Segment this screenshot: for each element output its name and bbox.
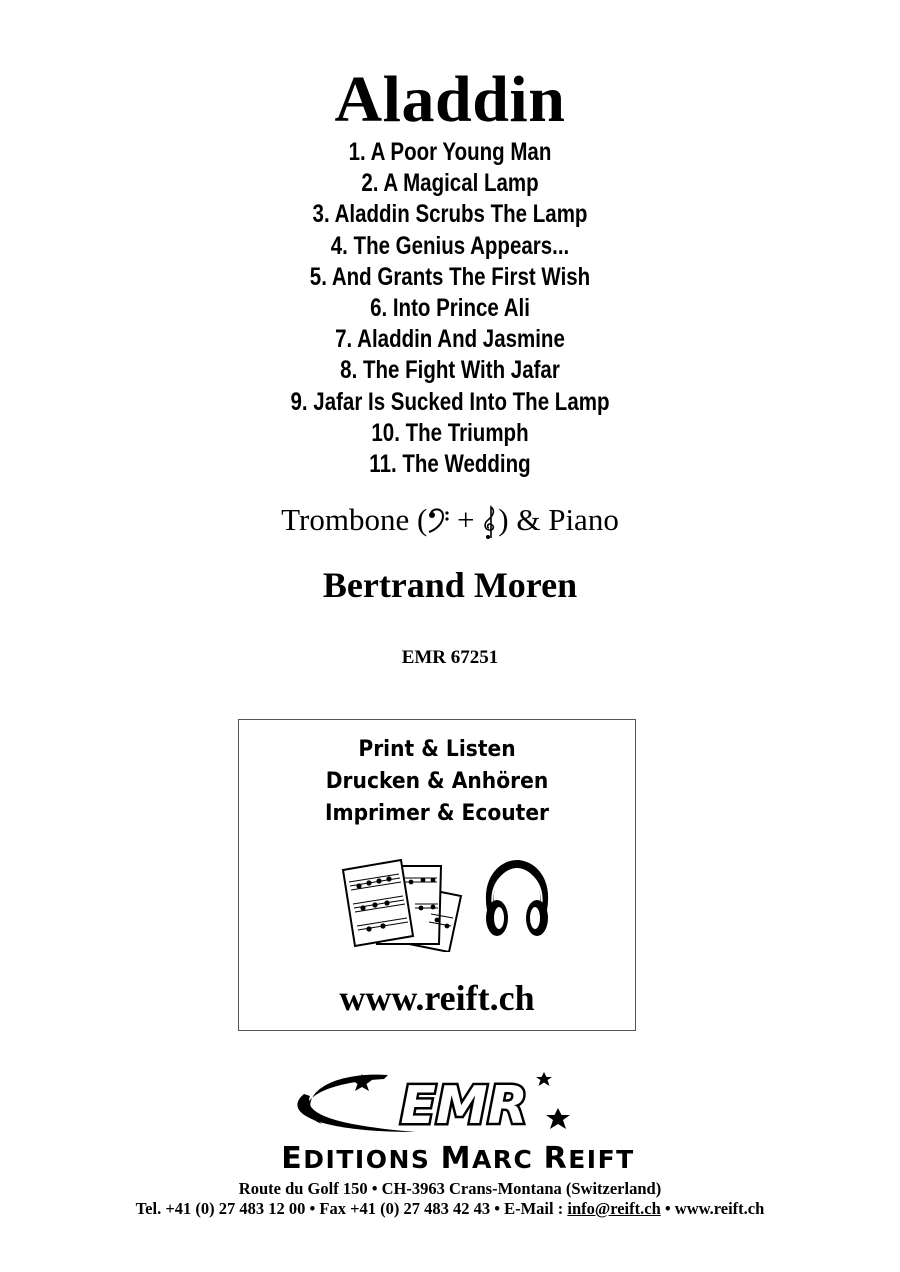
movement-item: 3. Aladdin Scrubs The Lamp [312, 200, 588, 229]
contact-website: • www.reift.ch [660, 1199, 765, 1218]
email-link[interactable]: info@reift.ch [567, 1199, 661, 1218]
publisher-name [281, 1141, 634, 1176]
publisher-name-part: E [281, 1141, 304, 1176]
movement-item: 1. A Poor Young Man [348, 138, 552, 166]
publisher-address: Route du Golf 150 • CH-3963 Crans-Montana (Switzerland) [238, 1179, 662, 1198]
movement-item: 11. The Wedding [369, 450, 531, 479]
publisher-contact [0, 1198, 900, 1220]
publisher-name-part: EIFT [568, 1145, 635, 1174]
print-listen-line: Drucken & Anhören [325, 769, 549, 794]
movement-item: 6. Into Prince Ali [370, 294, 530, 323]
publisher-name-part: ARC [471, 1145, 544, 1174]
print-listen-website[interactable]: www.reift.ch [339, 978, 535, 1018]
movement-item: 2. A Magical Lamp [361, 169, 539, 198]
treble-clef-icon [482, 504, 498, 540]
sheet-music-icon [339, 852, 469, 952]
movement-item: 9. Jafar Is Sucked Into The Lamp [290, 387, 610, 416]
print-listen-line: Imprimer & Ecouter [324, 801, 550, 826]
composer: Bertrand Moren [322, 565, 578, 605]
catalog-number: EMR 67251 [401, 647, 499, 668]
contact-phone-fax: Tel. +41 (0) 27 483 12 00 • Fax +41 (0) 27 483 42 43 • E-Mail : [135, 1199, 568, 1218]
instrumentation [0, 500, 900, 540]
movement-list [0, 137, 900, 480]
instrumentation-suffix: ) & Piano [498, 502, 619, 537]
movement-item: 10. The Triumph [371, 418, 529, 447]
instrumentation-prefix: Trombone ( [281, 502, 428, 537]
movement-item: 5. And Grants The First Wish [309, 262, 591, 291]
publisher-name-part: M [440, 1141, 472, 1176]
print-listen-box [238, 719, 636, 1031]
headphones-icon [483, 858, 551, 942]
movement-item: 7. Aladdin And Jasmine [335, 325, 565, 354]
title: Aladdin [334, 63, 566, 136]
publisher-name-part: DITIONS [303, 1145, 441, 1174]
instrumentation-plus: + [449, 502, 483, 537]
publisher-name-part: R [543, 1141, 569, 1176]
bass-clef-icon [427, 505, 449, 535]
movement-item: 4. The Genius Appears... [330, 231, 570, 260]
print-listen-line: Print & Listen [358, 737, 516, 762]
emr-logo-text: EMR [400, 1076, 528, 1136]
emr-logo [238, 1072, 678, 1176]
movement-item: 8. The Fight With Jafar [340, 356, 560, 385]
